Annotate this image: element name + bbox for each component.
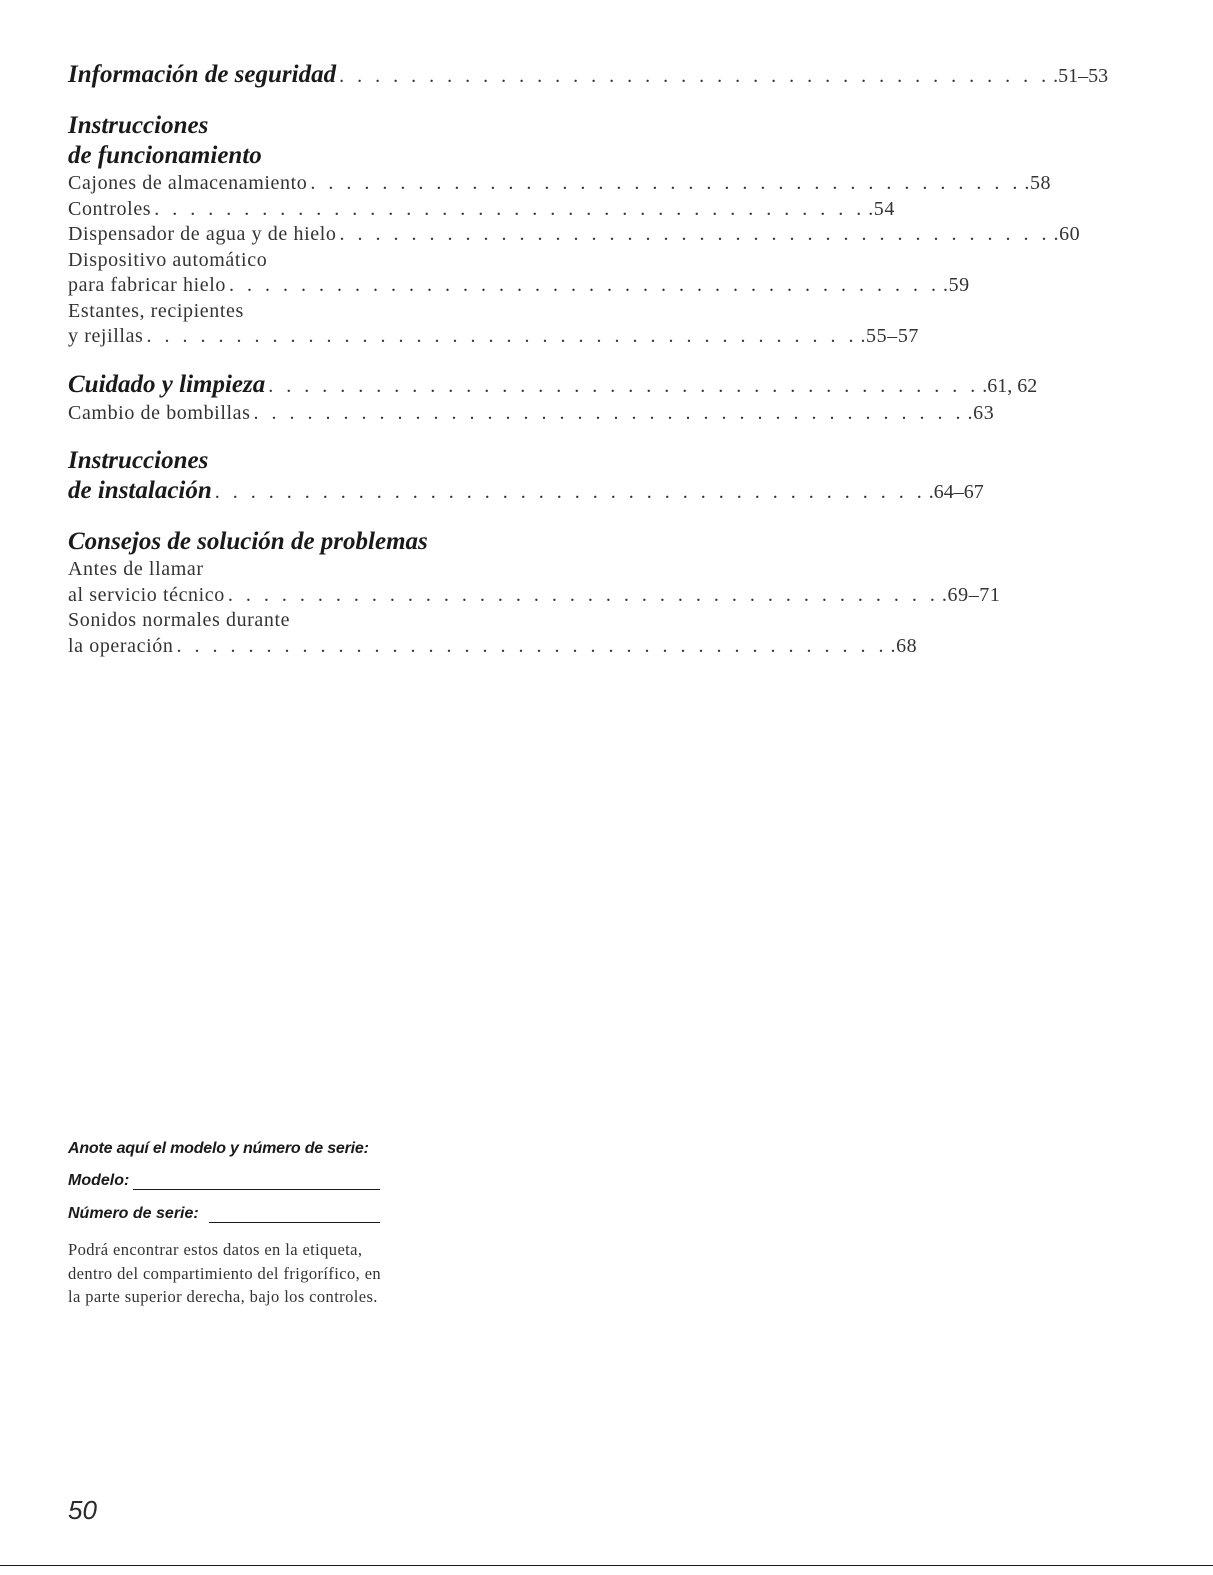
toc-page-ref: .60 [1053, 223, 1081, 245]
toc-entry [68, 171, 1052, 197]
toc-heading [68, 141, 428, 171]
toc-entry-text: Sonidos normales durante [68, 609, 291, 631]
toc-page-ref: .54 [868, 197, 895, 220]
toc-entry-line [68, 608, 428, 634]
toc-entry-text: Dispositivo automático [68, 248, 268, 271]
toc-heading [68, 527, 428, 557]
toc-entry-text: Antes de llamar [68, 558, 204, 580]
page-number: 50 [68, 1495, 97, 1525]
toc-heading-text: Instrucciones [68, 112, 209, 139]
toc-section [68, 370, 1038, 427]
toc-entry [68, 557, 1001, 608]
toc-section [68, 446, 984, 507]
toc-entry-text: Dispensador de agua y de hielo [68, 223, 337, 245]
toc-heading-text: de instalación [68, 477, 212, 504]
toc-page-ref: .55–57 [860, 325, 920, 347]
dot-leader: . . . . . . . . . . . . . . . . . . . . . . . . . . . . . . . . . . . . . . . . [154, 197, 866, 220]
dot-leader: . . . . . . . . . . . . . . . . . . . . . . . . . . . . . . . . . . . . . . . . [176, 634, 888, 657]
toc-entry-text: y rejillas [68, 325, 144, 347]
toc-page-ref: .61, 62 [982, 374, 1038, 397]
model-serial-note [68, 1140, 398, 1309]
toc-entry-line [68, 248, 428, 274]
toc-page-ref: .68 [890, 634, 918, 657]
dot-leader: . . . . . . . . . . . . . . . . . . . . . . . . . . . . . . . . . . . . . . . . [339, 65, 1051, 87]
toc-heading-text: Cuidado y limpieza [68, 370, 266, 398]
note-body: Podrá encontrar estos datos en la etiqueta, dentro del compartimiento del frigorífico, en la parte superior derecha, bajo los controles. [68, 1240, 382, 1306]
dot-leader: . . . . . . . . . . . . . . . . . . . . . . . . . . . . . . . . . . . . . . . . [228, 274, 940, 296]
toc-heading-text: Instrucciones [68, 447, 209, 474]
toc-section [68, 527, 1001, 659]
dot-leader: . . . . . . . . . . . . . . . . . . . . . . . . . . . . . . . . . . . . . . . . [339, 223, 1051, 245]
toc-entry [68, 222, 1081, 248]
toc-heading-text: Consejos de solución de problemas [68, 528, 428, 555]
dot-leader: . . . . . . . . . . . . . . . . . . . . . . . . . . . . . . . . . . . . . . . . [253, 401, 965, 424]
toc-page-ref: .64–67 [928, 481, 984, 503]
toc-heading [68, 446, 428, 476]
toc-heading [68, 476, 984, 507]
model-field [68, 1172, 380, 1190]
toc-heading-text: de funcionamiento [68, 142, 262, 169]
toc-page-ref: .69–71 [941, 583, 1001, 606]
toc-entry [68, 248, 970, 299]
dot-leader: . . . . . . . . . . . . . . . . . . . . . . . . . . . . . . . . . . . . . . . . [227, 583, 939, 606]
toc-entry-line [68, 171, 1052, 197]
toc-heading [68, 370, 1038, 401]
dot-leader: . . . . . . . . . . . . . . . . . . . . . . . . . . . . . . . . . . . . . . . . [268, 374, 980, 397]
toc-page-ref: .58 [1024, 172, 1052, 194]
toc-entry-text: al servicio técnico [68, 583, 225, 606]
toc-page-ref: .51–53 [1053, 65, 1109, 87]
footer-rule [0, 1565, 1213, 1566]
dot-leader: . . . . . . . . . . . . . . . . . . . . . . . . . . . . . . . . . . . . . . . . [146, 325, 858, 347]
model-label: Modelo: [68, 1172, 130, 1189]
toc-entry-line [68, 324, 920, 350]
toc-entry [68, 608, 918, 659]
toc-entry-line [68, 222, 1081, 248]
serial-field [68, 1205, 380, 1223]
toc-heading-text: Información de seguridad [68, 61, 337, 88]
toc-entry-text: Cambio de bombillas [68, 401, 251, 424]
toc-page-ref: .63 [967, 401, 995, 424]
toc-section [68, 60, 1109, 91]
toc-entry [68, 401, 995, 427]
toc-entry-line [68, 583, 1001, 609]
toc-entry-text: para fabricar hielo [68, 274, 226, 296]
toc-entry-line [68, 299, 428, 325]
toc-entry-text: Controles [68, 197, 152, 220]
table-of-contents [68, 60, 1109, 679]
toc-heading [68, 60, 1109, 91]
toc-heading [68, 111, 428, 141]
toc-section [68, 111, 1081, 350]
toc-entry-text: la operación [68, 634, 174, 657]
note-title: Anote aquí el modelo y número de serie: [68, 1140, 369, 1157]
model-blank-line [133, 1173, 380, 1190]
serial-label: Número de serie: [68, 1205, 199, 1222]
toc-entry-line [68, 634, 918, 660]
toc-entry-line [68, 197, 895, 223]
dot-leader: . . . . . . . . . . . . . . . . . . . . . . . . . . . . . . . . . . . . . . . . [214, 481, 926, 503]
toc-entry [68, 197, 895, 223]
toc-entry-line [68, 273, 970, 299]
toc-entry [68, 299, 920, 350]
serial-blank-line [209, 1206, 380, 1223]
toc-entry-text: Cajones de almacenamiento [68, 172, 308, 194]
toc-entry-text: Estantes, recipientes [68, 299, 244, 322]
toc-page-ref: .59 [942, 274, 970, 296]
toc-entry-line [68, 557, 428, 583]
toc-entry-line [68, 401, 995, 427]
dot-leader: . . . . . . . . . . . . . . . . . . . . . . . . . . . . . . . . . . . . . . . . [310, 172, 1022, 194]
